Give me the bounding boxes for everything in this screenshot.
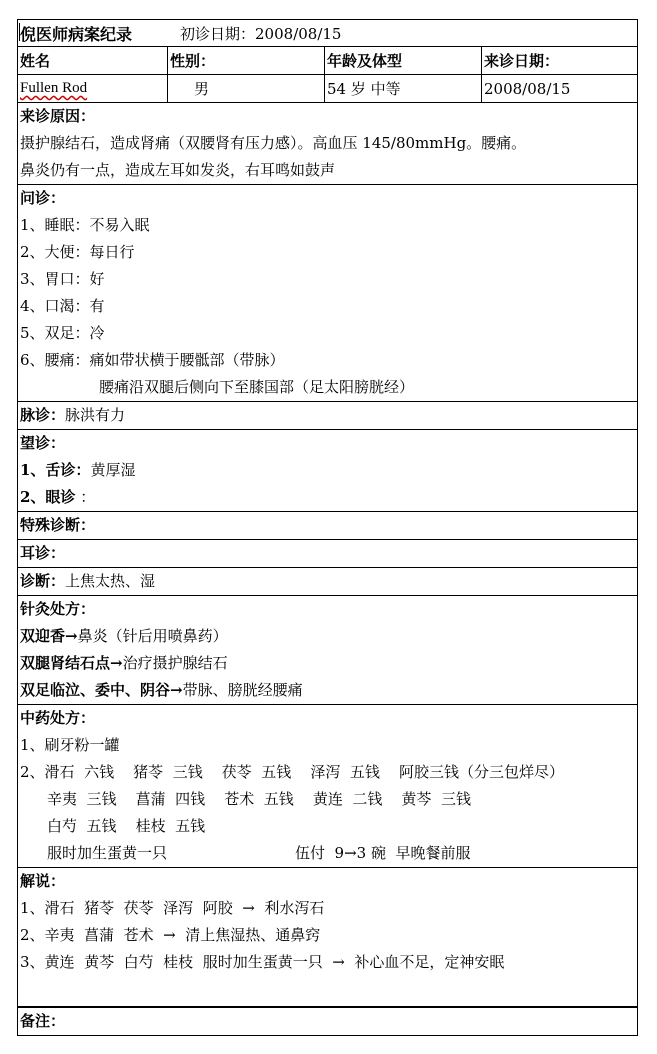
remarks-label: 备注： <box>20 1012 66 1030</box>
inspection-label: 望诊： <box>20 434 66 452</box>
acupoints: 双足临泣、委中、阴谷 <box>20 681 171 699</box>
explanation-section <box>18 867 637 1006</box>
record-title <box>20 22 132 45</box>
remarks-section <box>18 1007 637 1035</box>
inquiry-item: 6、腰痛：痛如带状横于腰骶部（带脉） <box>20 351 285 369</box>
explanation-spacer <box>20 976 637 1006</box>
patient-age-build: 54 岁 中等 <box>325 75 482 102</box>
herbal-label: 中药处方： <box>20 709 96 727</box>
inquiry-item: 5、双足：冷 <box>20 324 105 342</box>
herbal-section <box>18 704 637 867</box>
name-label: 姓名 <box>18 47 168 74</box>
acupuncture-item <box>20 677 637 704</box>
inquiry-item: 3、胃口：好 <box>20 270 105 288</box>
inquiry-section <box>18 184 637 401</box>
patient-visit-date: 2008/08/15 <box>484 79 571 98</box>
herbal-line: 2、滑石 六钱 猪苓 三钱 茯苓 五钱 泽泻 五钱 阿胶三钱（分三包烊尽） <box>20 763 564 781</box>
acupuncture-section <box>18 595 637 704</box>
herbal-note-row <box>20 840 637 867</box>
inquiry-item: 1、睡眠：不易入眠 <box>20 216 150 234</box>
patient-header-row <box>18 46 637 74</box>
patient-name: Fullen Rod <box>20 80 88 96</box>
diagnosis-label: 诊断： <box>20 572 66 590</box>
pulse-value: 脉洪有力 <box>65 406 126 424</box>
patient-gender: 男 <box>168 75 325 102</box>
special-section <box>18 511 637 539</box>
acupoints: 双迎香 <box>20 627 66 645</box>
eye-label: 2、眼诊 <box>20 488 76 506</box>
acupuncture-item <box>20 650 637 677</box>
ear-section <box>18 539 637 567</box>
patient-values-row <box>18 74 637 102</box>
pulse-label: 脉诊： <box>20 406 66 424</box>
pulse-section <box>18 401 637 429</box>
reason-section <box>18 102 637 184</box>
patient-name-cell <box>18 75 168 102</box>
acupoint-effect: 带脉、膀胱经腰痛 <box>182 681 303 699</box>
inspection-section <box>18 429 637 511</box>
visit-date-label: 来诊日期： <box>484 52 560 70</box>
inquiry-continuation: 腰痛沿双腿后侧向下至膝国部（足太阳膀胱经） <box>99 378 415 396</box>
record-title-text: 倪医师病案纪录 <box>20 24 133 44</box>
acupuncture-item <box>20 623 637 650</box>
acupuncture-label: 针灸处方： <box>20 600 96 618</box>
diagnosis-section <box>18 567 637 595</box>
remarks-box <box>17 1006 638 1036</box>
text-cursor <box>19 23 20 41</box>
herbal-note: 服时加生蛋黄一只 <box>47 844 168 862</box>
record-table <box>17 19 638 1006</box>
herbal-dosage: 伍付 9→3 碗 早晚餐前服 <box>295 844 471 862</box>
herbal-line: 白芍 五钱 桂枝 五钱 <box>47 817 206 835</box>
tongue-value: 黄厚湿 <box>90 461 136 479</box>
arrow-icon: → <box>110 654 123 672</box>
acupoints: 双腿肾结石点 <box>20 654 111 672</box>
acupoint-effect: 鼻炎（针后用喷鼻药） <box>77 627 228 645</box>
inquiry-label: 问诊： <box>20 189 66 207</box>
ear-label: 耳诊： <box>20 544 66 562</box>
reason-line-2: 鼻炎仍有一点，造成左耳如发炎，右耳鸣如鼓声 <box>20 161 336 179</box>
title-row <box>18 20 637 46</box>
explanation-line: 1、滑石 猪苓 茯苓 泽泻 阿胶 → 利水泻石 <box>20 899 325 917</box>
age-label: 年龄及体型 <box>325 47 482 74</box>
herbal-item-1: 1、刷牙粉一罐 <box>20 736 120 754</box>
special-label: 特殊诊断： <box>20 516 96 534</box>
acupoint-effect: 治疗摄护腺结石 <box>122 654 228 672</box>
explanation-label: 解说： <box>20 872 66 890</box>
eye-value: ： <box>80 488 96 506</box>
reason-label: 来诊原因： <box>20 107 96 125</box>
explanation-line: 3、黄连 黄芩 白芍 桂枝 服时加生蛋黄一只 → 补心血不足，定神安眠 <box>20 953 505 971</box>
arrow-icon: → <box>65 627 78 645</box>
diagnosis-value: 上焦太热、湿 <box>65 572 156 590</box>
inquiry-item: 2、大便：每日行 <box>20 243 135 261</box>
reason-line-1: 摄护腺结石，造成肾痛（双腰肾有压力感）。高血压 145/80mmHg。腰痛。 <box>20 134 527 152</box>
first-visit-date: 初诊日期：2008/08/15 <box>180 24 342 43</box>
arrow-icon: → <box>170 681 183 699</box>
herbal-line: 辛夷 三钱 菖蒲 四钱 苍术 五钱 黄连 二钱 黄芩 三钱 <box>47 790 471 808</box>
case-record <box>17 19 638 1036</box>
tongue-label: 1、舌诊： <box>20 461 91 479</box>
inquiry-item: 4、口渴：有 <box>20 297 105 315</box>
gender-label: 性别： <box>168 47 325 74</box>
explanation-line: 2、辛夷 菖蒲 苍术 → 清上焦湿热、通鼻窍 <box>20 926 321 944</box>
